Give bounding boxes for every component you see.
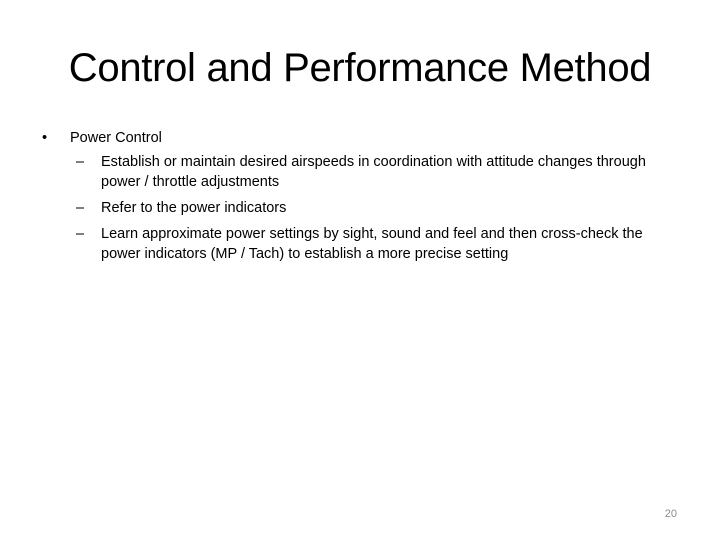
bullet-text: Power Control xyxy=(70,130,162,146)
dash-marker: – xyxy=(76,200,85,216)
dash-marker: – xyxy=(76,226,85,242)
sub-bullet-text: Refer to the power indicators xyxy=(101,200,287,216)
sub-bullet-text: Learn approximate power settings by sight, sound and feel and then cross-check the power indicators (MP / Tach) to establish a more precise setting xyxy=(101,226,643,262)
bullet-marker: • xyxy=(42,130,48,146)
sub-bullet-airspeeds xyxy=(36,152,661,192)
slide-title: Control and Performance Method xyxy=(68,46,652,90)
sub-bullet-power-indicators xyxy=(36,198,661,218)
bullet-power-control xyxy=(36,128,676,148)
slide-content xyxy=(36,128,676,270)
sub-bullet-power-settings xyxy=(36,224,661,264)
sub-bullet-list xyxy=(36,152,676,264)
sub-bullet-text: Establish or maintain desired airspeeds in coordination with attitude changes through power / throttle adjustments xyxy=(101,154,646,190)
dash-marker: – xyxy=(76,154,85,170)
page-number: 20 xyxy=(664,508,677,520)
